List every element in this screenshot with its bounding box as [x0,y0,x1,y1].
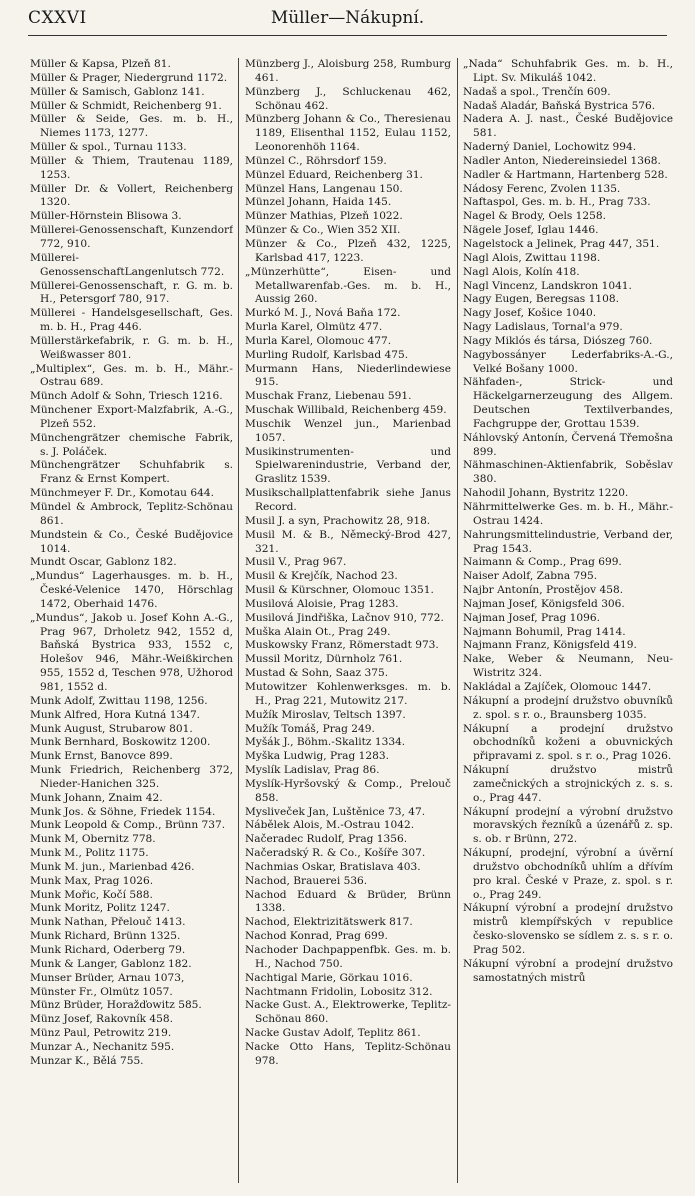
page-header [28,4,667,34]
directory-entry: Nachod Konrad, Prag 699. [245,930,388,943]
directory-entry: Münzel C., Röhrsdorf 159. [245,154,387,167]
column-divider [457,58,458,1183]
directory-entry: Nadler & Hartmann, Hartenberg 528. [463,168,668,181]
directory-entry: Münzel Johann, Haida 145. [245,196,392,209]
directory-entry: Nagel & Brody, Oels 1258. [463,210,606,223]
page-number: CXXVI [28,8,87,28]
directory-entry: Munk Bernhard, Boskowitz 1200. [30,736,211,749]
directory-entry: Najman Josef, Königsfeld 306. [463,597,625,610]
directory-entry: Murkó M. J., Nová Baňa 172. [245,307,401,320]
directory-entry: Nadler Anton, Niedereinsiedel 1368. [463,154,661,167]
directory-entry: Murla Karel, Olmütz 477. [245,321,383,334]
directory-entry: „Multiplex“, Ges. m. b. H., Mähr.-Ostrau 689. [30,362,233,389]
directory-entry: Muška Alain Ot., Prag 249. [245,625,391,638]
column-1 [30,58,233,1188]
directory-entry: Naimann & Comp., Prag 699. [463,556,622,569]
directory-entry: Nádosy Ferenc, Zvolen 1135. [463,182,621,195]
directory-entry: „Nada“ Schuhfabrik Ges. m. b. H., Lipt. Sv. Mikuláš 1042. [463,58,673,84]
directory-entry: Nakládal a Zajíček, Olomouc 1447. [463,680,652,693]
directory-entry: Nákupní a prodejní družstvo obuvníků z. spol. s r. o., Braunsberg 1035. [463,694,673,721]
directory-entry: Mužík Tomáš, Prag 249. [245,722,375,735]
directory-entry: Munzar K., Bělá 755. [30,1054,144,1067]
directory-entry: Munk Max, Prag 1026. [30,874,154,887]
directory-entry: Nähfaden-, Strick- und Häckelgarnerzeugung des Allgem. Deutschen Textilverbandes, Fachgruppe der, Grottau 1539. [463,376,673,430]
directory-entry: Münchener Export-Malzfabrik, A.-G., Plzeň 552. [30,404,233,430]
directory-entry: Munk Richard, Oderberg 79. [30,944,186,956]
directory-entry: Munk Ernst, Banovce 899. [30,750,173,763]
directory-entry: Munk Friedrich, Reichenberg 372, Nieder-Hanichen 325. [30,764,233,790]
directory-entry: Murla Karel, Olomouc 477. [245,334,392,347]
directory-entry: Mündel & Ambrock, Teplitz-Schönau 861. [30,501,233,527]
header-rule [28,35,667,36]
directory-entry: Najmann Bohumil, Prag 1414. [463,625,626,638]
directory-entry: Müllerei-GenossenschaftLangenlutsch 772. [30,251,225,278]
directory-entry: Müllerei-Genossenschaft, r. G. m. b. H., Petersgorf 780, 917. [30,279,233,306]
directory-entry: Munk Richard, Brünn 1325. [30,930,181,943]
directory-entry: Muskowsky Franz, Römerstadt 973. [245,639,439,652]
directory-entry: Munk Jos. & Söhne, Friedek 1154. [30,805,216,818]
directory-entry: Münchengrätzer chemische Fabrik, s. J. Poláček. [30,431,233,458]
directory-entry: Müller & Samisch, Gablonz 141. [30,85,205,98]
directory-entry: Münz Paul, Petrowitz 219. [30,1027,172,1040]
directory-entry: Munk Leopold & Comp., Brünn 737. [30,819,226,832]
directory-entry: Náhlovský Antonín, Červená Třemošna 899. [463,431,673,458]
directory-entry: Müller & Kapsa, Plzeň 81. [30,58,171,70]
directory-entry: Muschak Willibald, Reichenberg 459. [245,404,447,417]
directory-entry: Myška Ludwig, Prag 1283. [245,750,389,763]
directory-entry: Münzel Eduard, Reichenberg 31. [245,168,423,181]
directory-entry: Münchengrätzer Schuhfabrik s. Franz & Ernst Kompert. [30,459,233,486]
directory-entry: Nachmias Oskar, Bratislava 403. [245,860,421,873]
directory-entry: Mutowitzer Kohlenwerksges. m. b. H., Prag 221, Mutowitz 217. [245,680,451,707]
directory-entry: Munk Alfred, Hora Kutná 1347. [30,708,201,721]
directory-entry: Munk M., Politz 1175. [30,847,149,860]
directory-entry: Münzberg J., Schluckenau 462, Schönau 462. [245,85,451,112]
directory-entry: Nagl Vincenz, Landskron 1041. [463,279,632,292]
directory-entry: Nákupní výrobní a prodejní družstvo samostatných mistrů [463,957,673,984]
directory-entry: Mussil Moritz, Dürnholz 761. [245,653,403,666]
directory-entry: Musikinstrumenten- und Spielwarenindustrie, Verband der, Graslitz 1539. [245,445,451,486]
directory-entry: Munk August, Strubarow 801. [30,722,193,735]
directory-entry: Musilová Aloisie, Prag 1283. [245,597,399,610]
directory-entry: Müller & Prager, Niedergrund 1172. [30,71,228,84]
directory-entry: Nacke Gustav Adolf, Teplitz 861. [245,1027,421,1040]
directory-entry: Nachod Eduard & Brüder, Brünn 1338. [245,888,451,915]
directory-entry: Najmann Franz, Königsfeld 419. [463,639,637,652]
directory-entry: Münzel Hans, Langenau 150. [245,182,403,195]
column-3 [463,58,673,1188]
directory-entry: Nagy Josef, Košice 1040. [463,307,597,320]
directory-entry: Nadaš a spol., Trenčín 609. [463,85,611,98]
directory-entry: Müller & Schmidt, Reichenberg 91. [30,99,222,112]
directory-entry: Nagy Eugen, Beregsas 1108. [463,293,619,306]
directory-entry: Nagy Ladislaus, Tornal'a 979. [463,321,623,334]
directory-entry: Nadaš Aladár, Baňská Bystrica 576. [463,99,656,112]
directory-entry: Načeradec Rudolf, Prag 1356. [245,833,408,846]
page-title: Müller—Nákupní. [270,8,425,28]
directory-entry: Münzer Mathias, Plzeň 1022. [245,210,403,223]
directory-entry: Naderný Daniel, Lochowitz 994. [463,141,637,154]
directory-entry: Murling Rudolf, Karlsbad 475. [245,348,409,361]
directory-entry: Mundt Oscar, Gablonz 182. [30,556,177,569]
directory-entry: Müller-Hörnstein Blisowa 3. [30,210,182,223]
directory-entry: Nähmaschinen-Aktienfabrik, Soběslav 380. [463,459,673,486]
directory-entry: Munk M, Obernitz 778. [30,833,156,846]
directory-entry: Münchmeyer F. Dr., Komotau 644. [30,487,214,500]
directory-entry: Myšák J., Böhm.-Skalitz 1334. [245,736,406,749]
directory-entry: „Mundus“, Jakob u. Josef Kohn A.-G., Prag 967, Drholetz 942, 1552 d, Baňská Bystrica 933, 1552 c, Holešov 946, Mähr.-Weißkirchen 955, 1552 d, Teschen 978, Užhorod 981, 1552 d. [30,611,233,693]
directory-entry: Munzar A., Nechanitz 595. [30,1040,175,1053]
directory-entry: Musil & Krejčík, Nachod 23. [245,570,398,583]
directory-entry: Nákupní prodejní a výrobní družstvo moravských řezníků a úzenářů z. sp. s. ob. r Brünn, 272. [463,805,673,846]
directory-entry: Nachoder Dachpappenfbk. Ges. m. b. H., Nachod 750. [245,944,451,970]
directory-entry: Musil J. a syn, Prachowitz 28, 918. [245,514,431,527]
directory-entry: Münz Brüder, Horažďowitz 585. [30,999,202,1012]
directory-entry: Musil & Kürschner, Olomouc 1351. [245,584,434,597]
directory-entry: Nägele Josef, Iglau 1446. [463,224,599,237]
directory-entry: Myslík Ladislav, Prag 86. [245,764,380,777]
directory-entry: Munk & Langer, Gablonz 182. [30,957,192,970]
directory-entry: Naftaspol, Ges. m. b. H., Prag 733. [463,196,651,209]
directory-entry: Nákupní výrobní a prodejní družstvo mistrů klempířských v republice česko-slovensko se sídlem z. s. s r. o. Prag 502. [463,902,673,956]
directory-entry: Murmann Hans, Niederlindewiese 915. [245,362,451,389]
directory-entry: Muschik Wenzel jun., Marienbad 1057. [245,417,451,444]
directory-entry: Müller & spol., Turnau 1133. [30,141,187,154]
directory-entry: Munk Nathan, Přelouč 1413. [30,916,186,929]
directory-entry: Müllerei-Genossenschaft, Kunzendorf 772, 910. [30,224,233,250]
directory-entry: Münz Josef, Rakovník 458. [30,1013,173,1026]
directory-entry: „Mundus“ Lagerhausges. m. b. H., České-Velenice 1470, Hörschlag 1472, Oberhaid 1476. [30,570,233,610]
directory-entry: Nákupní družstvo mistrů zamečnických a strojnických z. s. s. o., Prag 447. [463,764,673,804]
directory-entry: Munk Adolf, Zwittau 1198, 1256. [30,694,208,707]
directory-entry: Münzer & Co., Plzeň 432, 1225, Karlsbad 417, 1223. [245,237,451,264]
directory-entry: Nacke Gust. A., Elektrowerke, Teplitz-Schönau 860. [245,999,451,1026]
directory-entry: Munser Brüder, Arnau 1073, [30,971,185,984]
directory-entry: Münch Adolf & Sohn, Triesch 1216. [30,390,223,403]
directory-entry: Nahodil Johann, Bystritz 1220. [463,487,629,500]
directory-entry: Nachtigal Marie, Görkau 1016. [245,971,413,984]
directory-entry: Musil V., Prag 967. [245,556,347,569]
directory-entry: Nachod, Elektrizitätswerk 817. [245,916,413,929]
directory-entry: Nagelstock a Jelinek, Prag 447, 351. [463,237,660,250]
directory-entry: Münzberg J., Aloisburg 258, Rumburg 461. [245,58,451,84]
directory-entry: Musilová Jindřiška, Lačnov 910, 772. [245,611,444,624]
directory-entry: Müller & Seide, Ges. m. b. H., Niemes 1173, 1277. [30,113,233,140]
directory-entry: Najman Josef, Prag 1096. [463,611,601,624]
directory-entry: Nahrungsmittelindustrie, Verband der, Prag 1543. [463,528,673,555]
directory-entry: Münzer & Co., Wien 352 XII. [245,224,401,237]
directory-entry: Nagl Alois, Zwittau 1198. [463,251,601,264]
directory-entry: Mužík Miroslav, Teltsch 1397. [245,708,406,721]
directory-entry: Mustad & Sohn, Saaz 375. [245,667,389,680]
directory-entry: Munk Moritz, Politz 1247. [30,902,170,915]
directory-entry: Nacke Otto Hans, Teplitz-Schönau 978. [245,1040,451,1067]
directory-entry: „Münzerhütte“, Eisen- und Metallwarenfab.-Ges. m. b. H., Aussig 260. [245,265,451,306]
directory-entry: Nachod, Brauerei 536. [245,874,368,887]
directory-entry: Nadera A. J. nast., České Budějovice 581. [463,113,673,140]
directory-entry: Nábělek Alois, M.-Ostrau 1042. [245,819,415,832]
directory-entry: Mundstein & Co., České Budějovice 1014. [30,528,233,555]
directory-entry: Nagybossányer Lederfabriks-A.-G., Velké Bošany 1000. [463,348,673,375]
directory-entry: Munk Mořic, Kočí 588. [30,888,153,901]
directory-entry: Nákupní, prodejní, výrobní a úvěrní družstvo obchodníků uhlím a dřívím pro kral. České v Praze, z. spol. s r. o., Prag 249. [463,847,673,901]
directory-entry: Najbr Antonín, Prostějov 458. [463,584,624,597]
directory-entry: Mysliveček Jan, Luštěnice 73, 47. [245,805,426,818]
directory-entry: Nake, Weber & Neumann, Neu-Wistritz 324. [463,653,673,680]
directory-entry: Munk Johann, Znaim 42. [30,791,163,804]
directory-entry: Nagy Miklós és társa, Diószeg 760. [463,334,653,347]
directory-entry: Nákupní a prodejní družstvo obchodníků koženi a obuvnických připravami z. spol. s r. o., Prag 1026. [463,722,673,763]
directory-entry: Nagl Alois, Kolín 418. [463,265,580,278]
columns-container [30,58,676,1188]
directory-entry: Nährmittelwerke Ges. m. b. H., Mähr.-Ostrau 1424. [463,501,673,527]
directory-entry: Nachtmann Fridolin, Lobositz 312. [245,985,433,998]
directory-entry: Musikschallplattenfabrik siehe Janus Record. [245,487,451,513]
directory-entry: Müller & Thiem, Trautenau 1189, 1253. [30,154,233,181]
directory-entry: Načeradský R. & Co., Košíře 307. [245,847,426,860]
column-2 [245,58,451,1188]
directory-entry: Müllerei - Handelsgesellschaft, Ges. m. b. H., Prag 446. [30,307,233,334]
directory-entry: Munk M. jun., Marienbad 426. [30,860,195,873]
directory-entry: Münzberg Johann & Co., Theresienau 1189, Elisenthal 1152, Eulau 1152, Leonorenhöh 1164. [245,113,451,154]
directory-entry: Müllerstärkefabrik, r. G. m. b. H., Weißwasser 801. [30,334,233,361]
directory-entry: Myslík-Hyršovský & Comp., Prelouč 858. [245,777,451,804]
column-divider [238,58,239,1183]
directory-entry: Musil M. & B., Německý-Brod 427, 321. [245,528,451,555]
directory-entry: Müller Dr. & Vollert, Reichenberg 1320. [30,182,233,209]
directory-entry: Naiser Adolf, Zabna 795. [463,570,598,583]
directory-entry: Muschak Franz, Liebenau 591. [245,390,412,403]
directory-entry: Münster Fr., Olmütz 1057. [30,985,173,998]
